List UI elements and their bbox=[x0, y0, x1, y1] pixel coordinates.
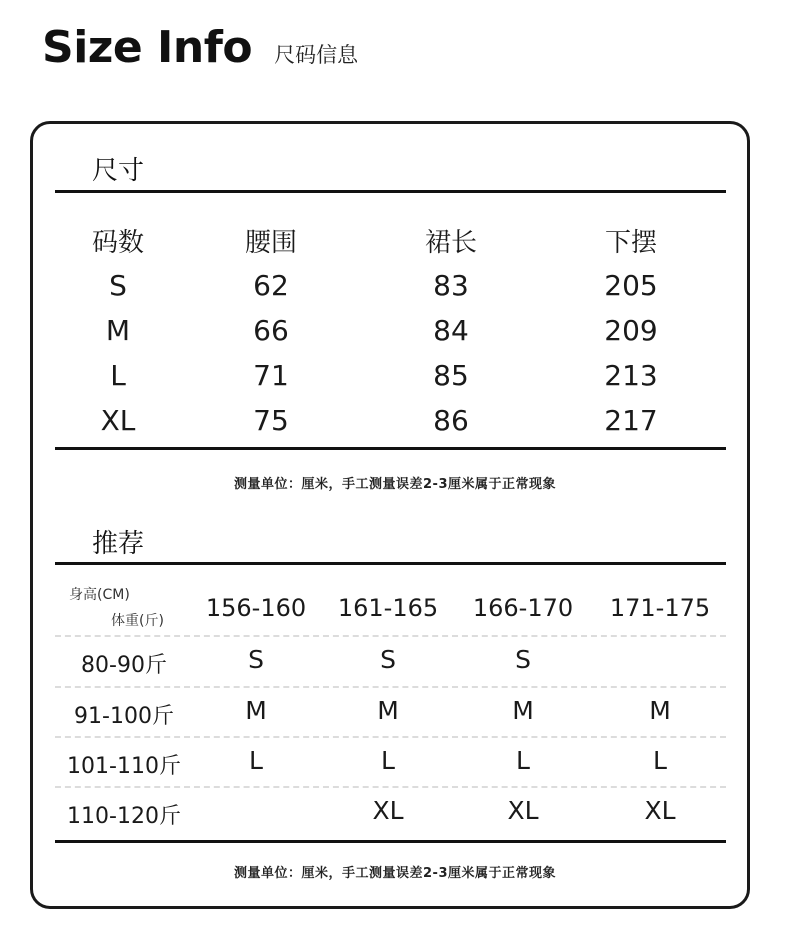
recommend-table-header bbox=[55, 578, 726, 634]
weight-range: 101-110斤 bbox=[67, 754, 181, 779]
height-range-header: 166-170 bbox=[472, 594, 574, 622]
recommend-measurement-note: 测量单位：厘米，手工测量误差2-3厘米属于正常现象 bbox=[234, 866, 556, 881]
column-header-length: 裙长 bbox=[424, 228, 477, 258]
size-cell: L bbox=[653, 746, 667, 775]
size-measurement-note: 测量单位：厘米，手工测量误差2-3厘米属于正常现象 bbox=[234, 477, 556, 492]
table-row bbox=[55, 263, 726, 308]
table-row bbox=[55, 786, 726, 836]
size-table bbox=[55, 218, 726, 443]
column-header-hem: 下摆 bbox=[604, 228, 657, 258]
hem-cell: 213 bbox=[604, 359, 658, 392]
recommend-section-title: 推荐 bbox=[92, 529, 145, 559]
hem-cell: 205 bbox=[604, 269, 658, 302]
height-range-header: 171-175 bbox=[609, 594, 711, 622]
length-cell: 86 bbox=[433, 404, 469, 437]
column-header-size: 码数 bbox=[91, 228, 144, 258]
size-section-title: 尺寸 bbox=[92, 156, 145, 186]
table-row bbox=[55, 736, 726, 786]
size-cell: M bbox=[105, 314, 131, 347]
table-row bbox=[55, 686, 726, 736]
height-range-header: 156-160 bbox=[205, 594, 307, 622]
size-cell: XL bbox=[100, 404, 136, 437]
height-axis-label: 身高(CM) bbox=[69, 587, 130, 603]
page-title: Size Info bbox=[42, 22, 253, 73]
waist-cell: 75 bbox=[253, 404, 289, 437]
size-cell: XL bbox=[372, 796, 404, 825]
weight-range: 91-100斤 bbox=[74, 704, 174, 729]
weight-range: 80-90斤 bbox=[81, 653, 167, 678]
size-cell: M bbox=[649, 696, 671, 725]
height-range-header: 161-165 bbox=[337, 594, 439, 622]
weight-axis-label: 体重(斤) bbox=[111, 613, 164, 629]
size-cell: XL bbox=[507, 796, 539, 825]
waist-cell: 66 bbox=[253, 314, 289, 347]
hem-cell: 209 bbox=[604, 314, 658, 347]
length-cell: 84 bbox=[433, 314, 469, 347]
page-header bbox=[42, 22, 358, 78]
size-cell: M bbox=[512, 696, 534, 725]
recommend-footer-rule bbox=[55, 840, 726, 843]
size-cell: L bbox=[249, 746, 263, 775]
table-row bbox=[55, 308, 726, 353]
size-cell: XL bbox=[644, 796, 676, 825]
size-cell: L bbox=[381, 746, 395, 775]
weight-range: 110-120斤 bbox=[67, 804, 181, 829]
recommend-header-rule bbox=[55, 562, 726, 565]
size-cell: L bbox=[516, 746, 530, 775]
length-cell: 85 bbox=[433, 359, 469, 392]
page-subtitle: 尺码信息 bbox=[274, 43, 359, 67]
table-row bbox=[55, 353, 726, 398]
size-cell: M bbox=[377, 696, 399, 725]
waist-cell: 62 bbox=[253, 269, 289, 302]
size-cell: S bbox=[248, 645, 264, 674]
hem-cell: 217 bbox=[604, 404, 658, 437]
column-header-waist: 腰围 bbox=[244, 228, 297, 258]
size-cell: M bbox=[245, 696, 267, 725]
size-cell: L bbox=[110, 359, 126, 392]
size-cell: S bbox=[515, 645, 531, 674]
length-cell: 83 bbox=[433, 269, 469, 302]
size-table-header bbox=[55, 218, 726, 263]
size-header-rule bbox=[55, 190, 726, 193]
size-footer-rule bbox=[55, 447, 726, 450]
size-cell: S bbox=[109, 269, 127, 302]
size-cell: S bbox=[380, 645, 396, 674]
table-row bbox=[55, 635, 726, 685]
table-row bbox=[55, 398, 726, 443]
waist-cell: 71 bbox=[253, 359, 289, 392]
